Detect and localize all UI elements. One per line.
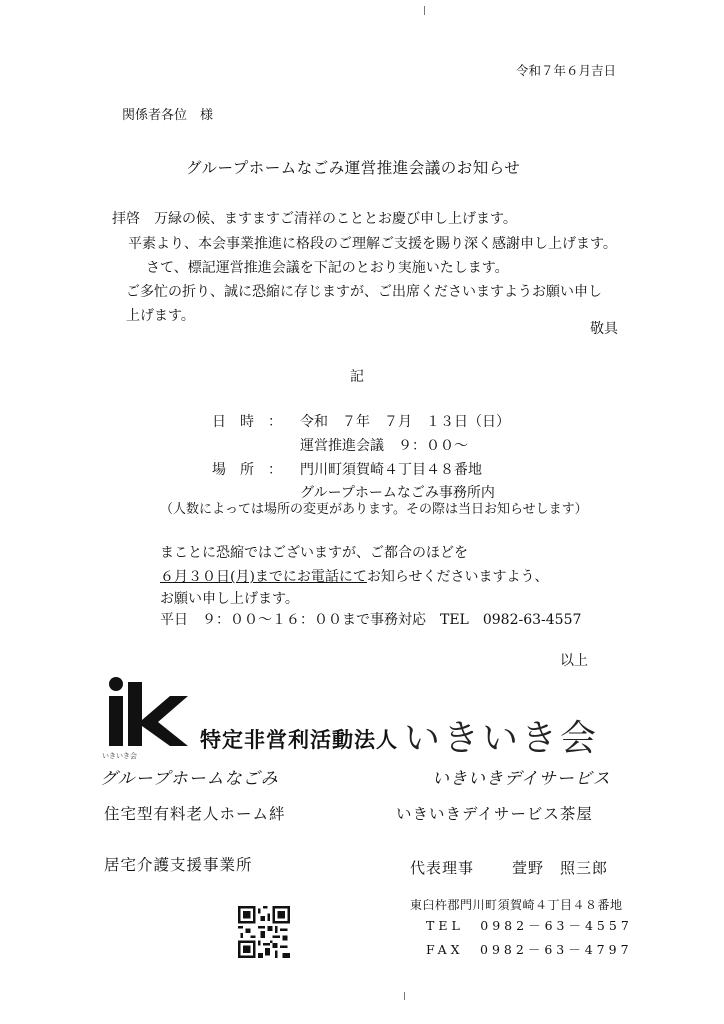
scan-speck: [404, 992, 405, 1000]
logo-subtext: いきいき会: [102, 752, 137, 760]
request-line: まことに恐縮ではございますが、ご都合のほどを: [160, 545, 468, 561]
meeting-time: 運営推進会議 ９：００～: [300, 438, 468, 454]
qr-code: [238, 906, 290, 958]
document-date: 令和７年６月吉日: [516, 63, 617, 78]
page-title: グループホームなごみ運営推進会議のお知らせ: [186, 159, 521, 177]
greeting-line: ご多忙の折り、誠に恐縮に存じますが、ご出席くださいますようお願い申し: [126, 284, 602, 300]
ik-logo-icon: [100, 676, 196, 762]
closing-keigu: 敬具: [590, 321, 618, 337]
service-item: いきいきデイサービス: [432, 769, 611, 789]
representative-title: 代表理事: [410, 859, 475, 877]
ki-marker: 記: [350, 369, 364, 385]
closing-ijo: 以上: [560, 653, 588, 669]
greeting-line: 平素より、本会事業推進に格段のご理解ご支援を賜り深く感謝申し上げます。: [128, 236, 617, 252]
datetime-label: 日 時 ：: [212, 414, 282, 430]
place-label: 場 所 ：: [212, 462, 282, 478]
scan-speck: [424, 6, 425, 15]
org-name: いきいき会: [404, 718, 600, 759]
greeting-line: 拝啓 万緑の候、ますますご清祥のこととお慶び申し上げます。: [112, 211, 517, 227]
place-detail: グループホームなごみ事務所内: [300, 485, 495, 501]
deadline-underlined: ６月３０日(月)までにお電話にて: [160, 569, 367, 585]
org-type: 特定非営利活動法人: [200, 728, 398, 752]
office-hours: 平日 ９：００～１６：００まで事務対応 TEL 0982-63-4557: [160, 612, 582, 628]
org-fax: FAX 0982－63－4797: [426, 942, 633, 957]
service-item: 居宅介護支援事業所: [104, 856, 253, 874]
representative-name: 萱野 照三郎: [512, 859, 609, 877]
org-logo: [100, 676, 196, 762]
service-item: 住宅型有料老人ホーム絆: [104, 805, 286, 823]
place-note: （人数によっては場所の変更があります。その際は当日お知らせします）: [160, 502, 588, 517]
request-line: [160, 568, 549, 586]
service-item: いきいきデイサービス茶屋: [396, 805, 593, 823]
greeting-line: さて、標記運営推進会議を下記のとおり実施いたします。: [146, 260, 509, 276]
datetime-value: 令和 ７年 ７月 １３日（日）: [300, 414, 510, 430]
service-item: グループホームなごみ: [100, 769, 279, 789]
org-address: 東臼杵郡門川町須賀崎４丁目４８番地: [410, 898, 623, 912]
org-tel: TEL 0982－63－4557: [426, 918, 633, 933]
request-line-rest: お知らせくださいますよう、: [366, 569, 549, 585]
request-line: お願い申し上げます。: [160, 591, 299, 607]
greeting-line: 上げます。: [126, 308, 195, 324]
addressee: 関係者各位 様: [122, 108, 214, 123]
place-value: 門川町須賀崎４丁目４８番地: [300, 462, 482, 478]
qr-code-icon: [238, 906, 290, 958]
